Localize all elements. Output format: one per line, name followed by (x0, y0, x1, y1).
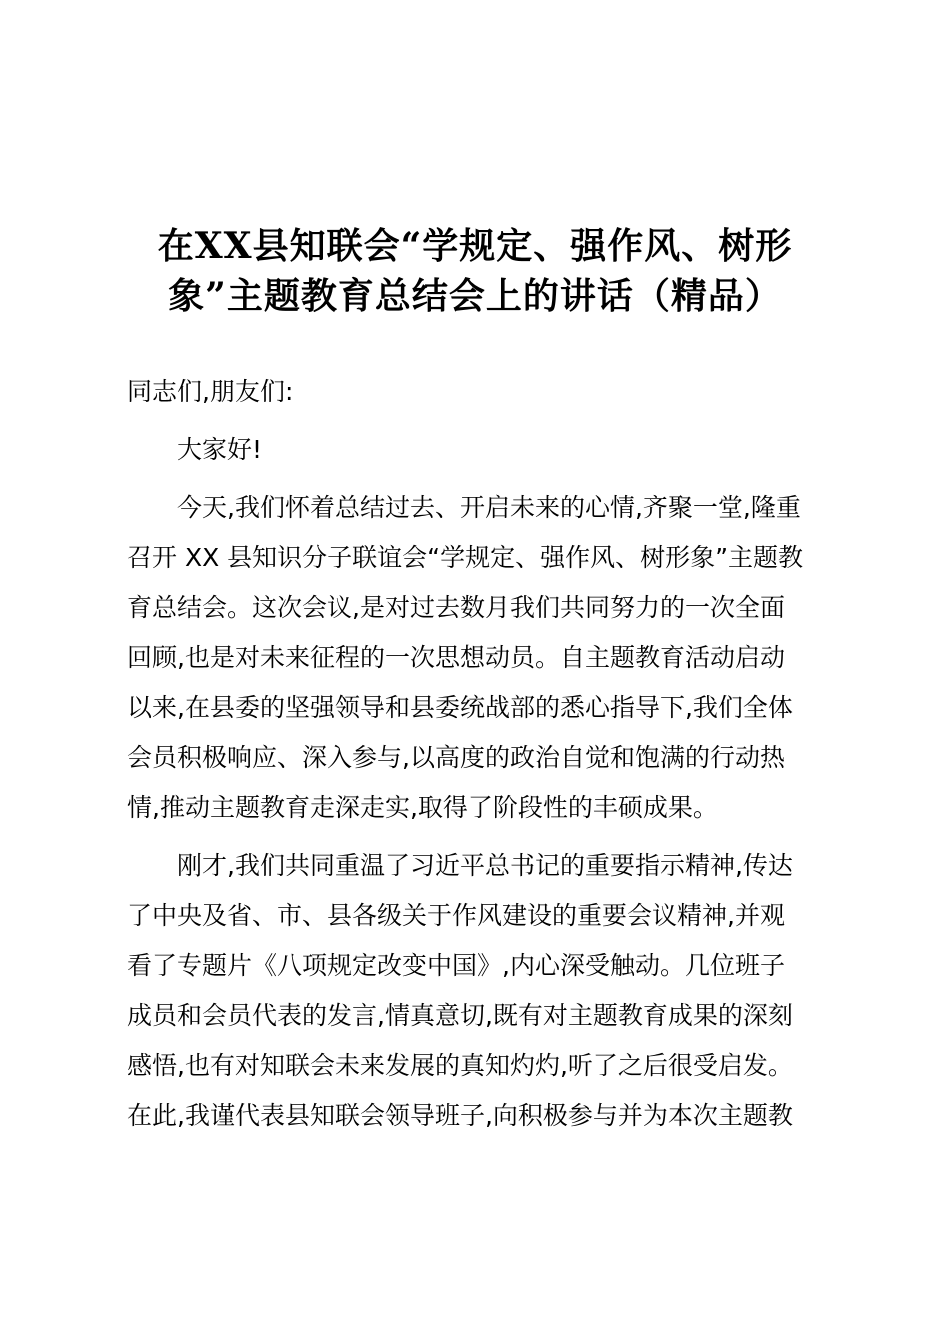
paragraph-1 (127, 483, 827, 833)
paragraph-line: 感悟,也有对知联会未来发展的真知灼灼,听了之后很受启发。 (127, 1051, 793, 1080)
paragraph-line: 了中央及省、市、县各级关于作风建设的重要会议精神,并观 (127, 901, 785, 930)
title-line: 在XX县知联会“学规定、强作风、树形 (157, 225, 793, 268)
greeting-text: 大家好! (177, 435, 263, 464)
paragraph-line: 育总结会。这次会议,是对过去数月我们共同努力的一次全面 (127, 593, 785, 622)
salutation (127, 367, 827, 417)
document-body (127, 367, 827, 1141)
greeting (127, 425, 827, 475)
paragraph-line: 回顾,也是对未来征程的一次思想动员。自主题教育活动启动 (127, 643, 785, 672)
title-line: 象”主题教育总结会上的讲话（精品） (168, 275, 782, 318)
paragraph-line: 成员和会员代表的发言,情真意切,既有对主题教育成果的深刻 (127, 1001, 793, 1030)
document-title (130, 220, 820, 320)
paragraph-line: 今天,我们怀着总结过去、开启未来的心情,齐聚一堂,隆重 (177, 493, 801, 522)
paragraph-line: 刚才,我们共同重温了习近平总书记的重要指示精神,传达 (177, 851, 793, 880)
paragraph-line: 看了专题片《八项规定改变中国》,内心深受触动。几位班子 (127, 951, 785, 980)
paragraph-line: 情,推动主题教育走深走实,取得了阶段性的丰硕成果。 (127, 793, 718, 822)
paragraph-line: 召开 XX 县知识分子联谊会“学规定、强作风、树形象”主题教 (127, 543, 804, 572)
salutation-text: 同志们,朋友们: (127, 377, 294, 406)
paragraph-line: 在此,我谨代表县知联会领导班子,向积极参与并为本次主题教 (127, 1101, 793, 1130)
paragraph-line: 会员积极响应、深入参与,以高度的政治自觉和饱满的行动热 (127, 743, 785, 772)
paragraph-2 (127, 841, 827, 1141)
paragraph-line: 以来,在县委的坚强领导和县委统战部的悉心指导下,我们全体 (127, 693, 793, 722)
